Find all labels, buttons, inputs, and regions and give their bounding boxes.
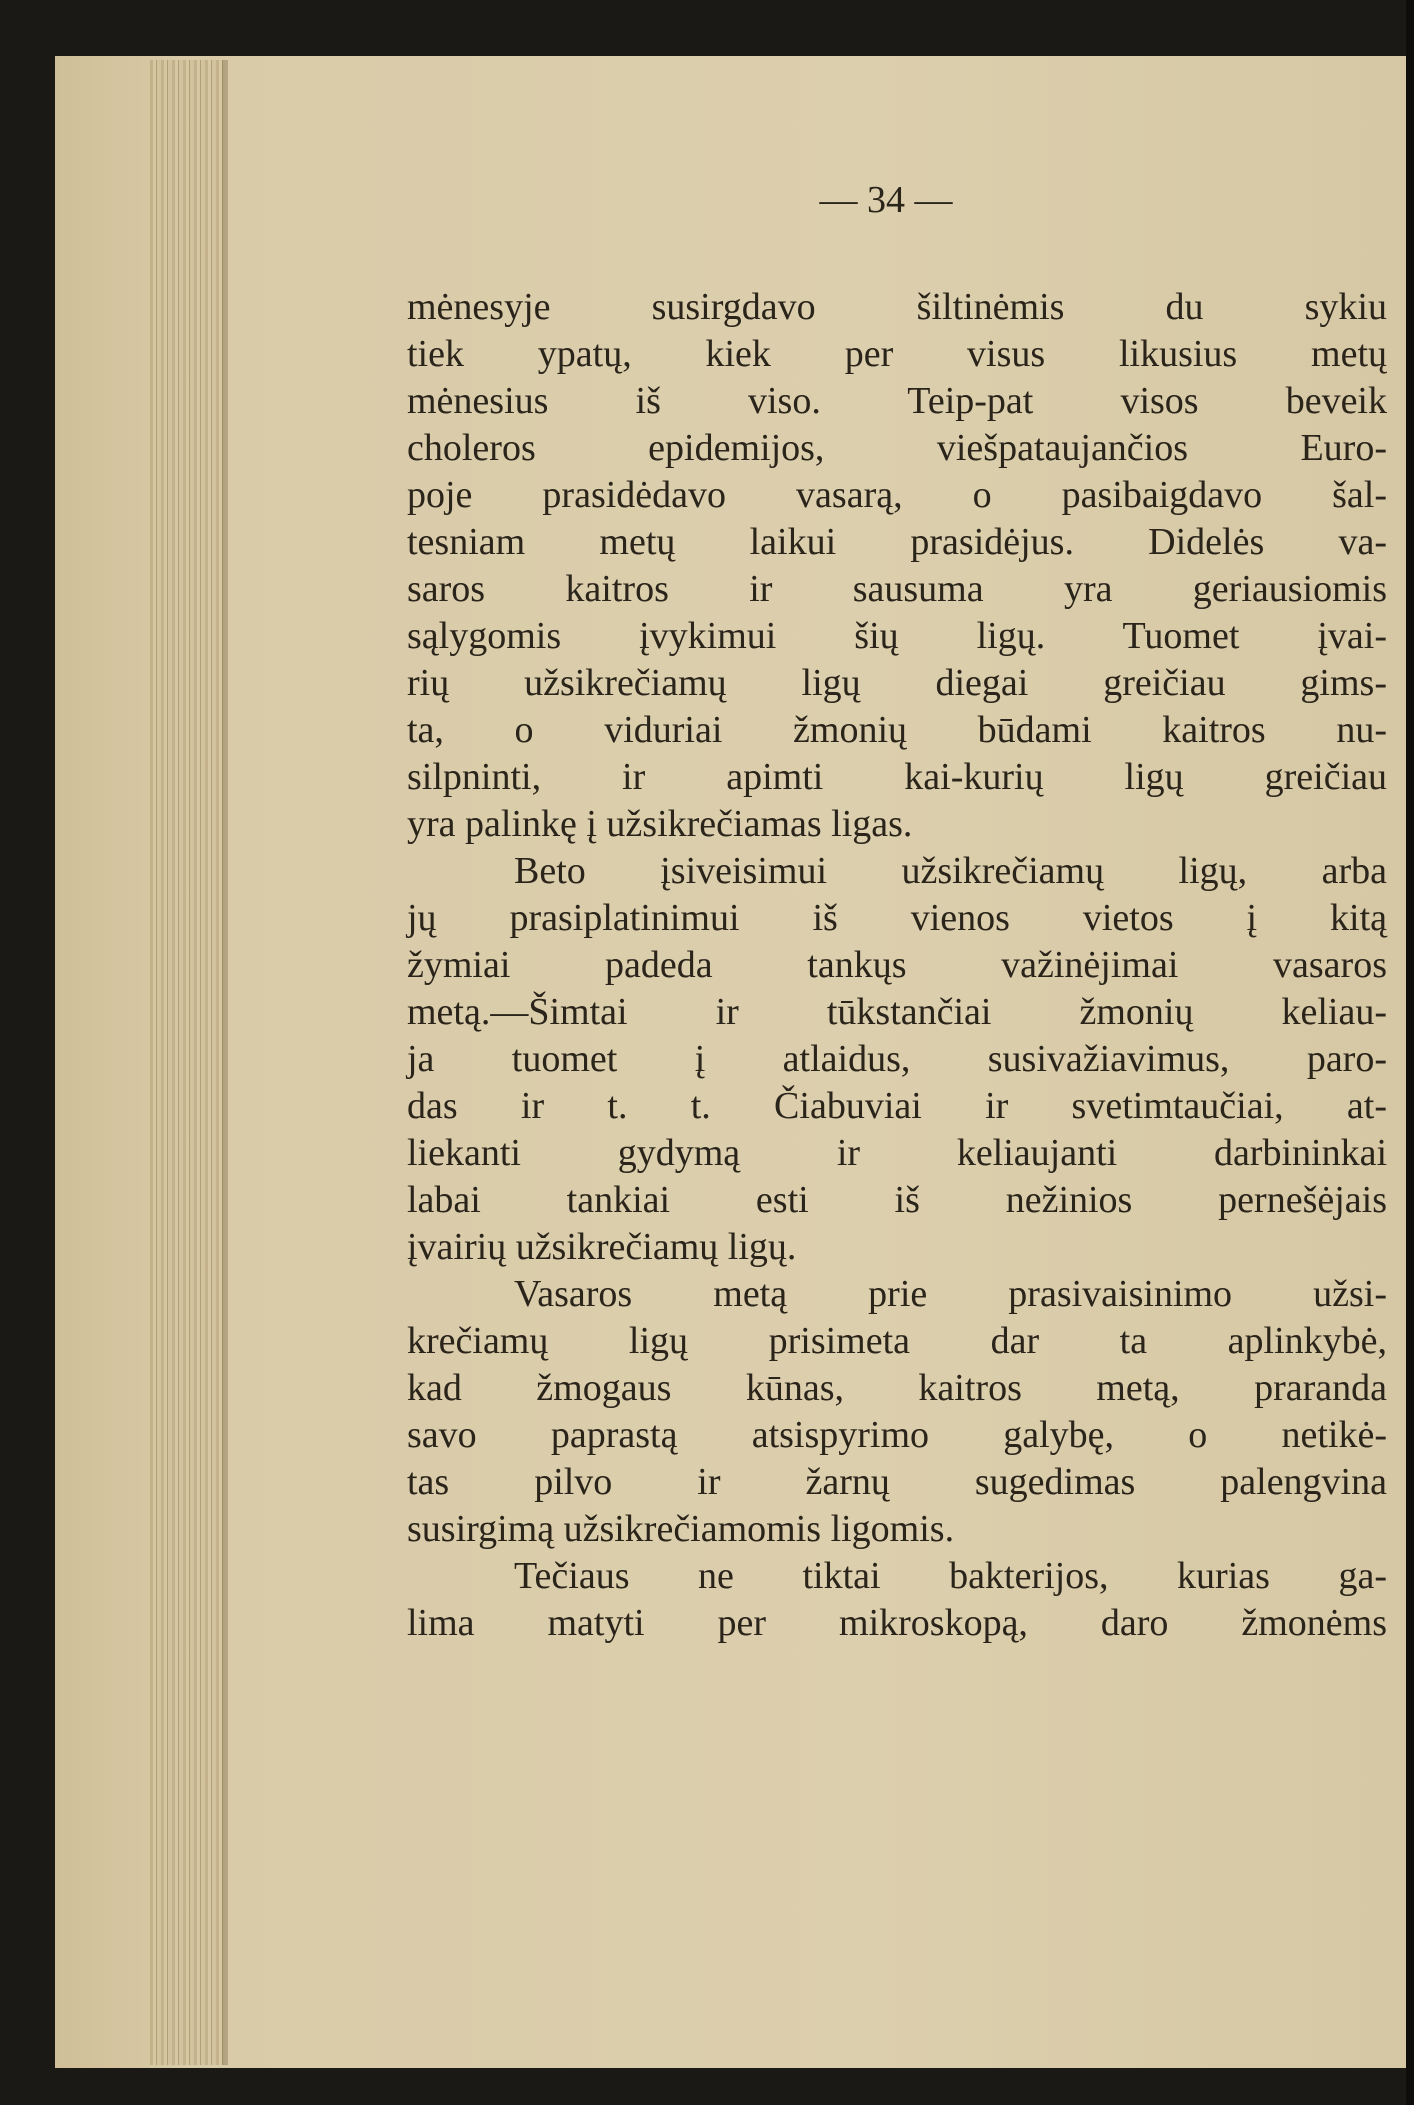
- text-line: kad žmogaus kūnas, kaitros metą, praranda: [407, 1367, 1387, 1409]
- text-line: silpninti, ir apimti kai-kurių ligų greičiau: [407, 756, 1387, 798]
- text-line: liekanti gydymą ir keliaujanti darbininkai: [407, 1132, 1387, 1174]
- text-line: tesniam metų laikui prasidėjus. Didelės va-: [407, 521, 1387, 563]
- text-line: Vasaros metą prie prasivaisinimo užsi-: [514, 1273, 1387, 1315]
- text-line: įvairių užsikrečiamų ligų.: [407, 1226, 797, 1268]
- scan-border: [1406, 0, 1414, 2105]
- binding-gutter: [222, 60, 228, 2065]
- page-number: — 34 —: [819, 179, 953, 221]
- text-line: žymiai padeda tankųs važinėjimai vasaros: [407, 944, 1387, 986]
- text-line: Beto įsiveisimui užsikrečiamų ligų, arba: [514, 850, 1387, 892]
- text-line: mėnesyje susirgdavo šiltinėmis du sykiu: [407, 286, 1387, 328]
- text-line: tiek ypatų, kiek per visus likusius metų: [407, 333, 1387, 375]
- page-edges: [150, 60, 225, 2065]
- text-line: krečiamų ligų prisimeta dar ta aplinkybė,: [407, 1320, 1387, 1362]
- text-line: choleros epidemijos, viešpataujančios Euro-: [407, 427, 1387, 469]
- text-line: lima matyti per mikroskopą, daro žmonėms: [407, 1602, 1387, 1644]
- text-line: mėnesius iš viso. Teip-pat visos beveik: [407, 380, 1387, 422]
- text-line: ja tuomet į atlaidus, susivažiavimus, paro-: [407, 1038, 1387, 1080]
- text-line: poje prasidėdavo vasarą, o pasibaigdavo šal-: [407, 474, 1387, 516]
- text-line: yra palinkę į užsikrečiamas ligas.: [407, 803, 913, 845]
- text-line: ta, o viduriai žmonių būdami kaitros nu-: [407, 709, 1387, 751]
- text-line: das ir t. t. Čiabuviai ir svetimtaučiai, at-: [407, 1085, 1387, 1127]
- text-line: jų prasiplatinimui iš vienos vietos į kitą: [407, 897, 1387, 939]
- text-line: savo paprastą atsispyrimo galybę, o netikė-: [407, 1414, 1387, 1456]
- text-line: rių užsikrečiamų ligų diegai greičiau gims-: [407, 662, 1387, 704]
- text-line: tas pilvo ir žarnų sugedimas palengvina: [407, 1461, 1387, 1503]
- text-line: labai tankiai esti iš nežinios pernešėjais: [407, 1179, 1387, 1221]
- text-line: Tečiaus ne tiktai bakterijos, kurias ga-: [514, 1555, 1387, 1597]
- text-line: sąlygomis įvykimui šių ligų. Tuomet įvai-: [407, 615, 1387, 657]
- body-text: [407, 284, 1387, 1647]
- text-line: metą.—Šimtai ir tūkstančiai žmonių keliau-: [407, 991, 1387, 1033]
- text-line: saros kaitros ir sausuma yra geriausiomis: [407, 568, 1387, 610]
- text-line: susirgimą užsikrečiamomis ligomis.: [407, 1508, 955, 1550]
